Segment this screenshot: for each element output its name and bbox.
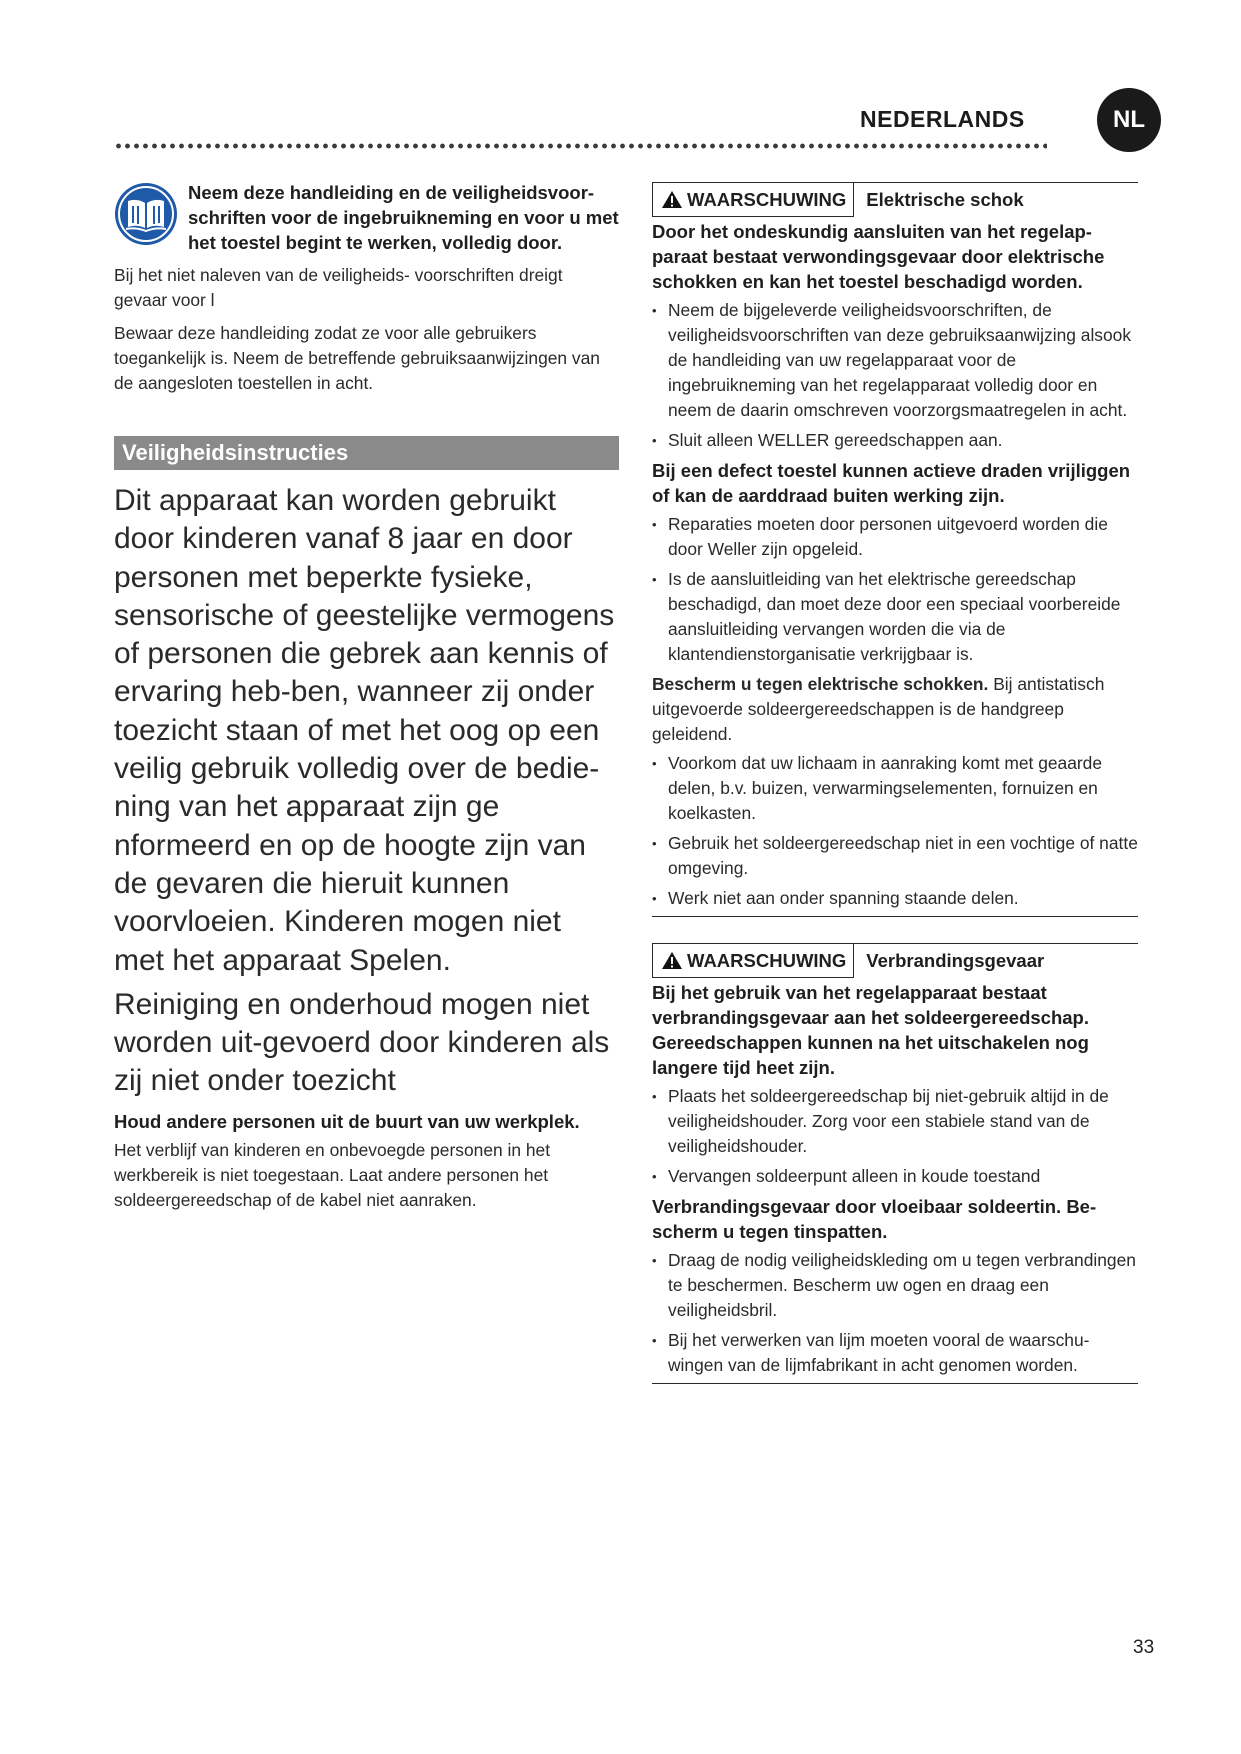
intro-paragraph-1: Bij het niet naleven van de veiligheids- voorschriften dreigt gevaar voor l <box>114 265 563 310</box>
list-item: • Sluit alleen WELLER gereedschappen aan. <box>652 428 1138 453</box>
bullet-list <box>652 298 1138 453</box>
warning-bold-text: Verbrandingsgevaar door vloeibaar soldeertin. Be-scherm u tegen tinspatten. <box>652 1196 1097 1242</box>
protect-rest: Bij antistatisch uitgevoerde soldeergereedschappen is de handgreep geleidend. <box>652 674 1105 744</box>
warning-triangle-icon <box>661 951 683 970</box>
book-icon <box>114 182 178 246</box>
language-badge: NL <box>1097 88 1161 152</box>
bullet-list <box>652 751 1138 911</box>
list-item: • Vervangen soldeerpunt alleen in koude toestand <box>652 1164 1138 1189</box>
list-item: • Neem de bijgeleverde veiligheidsvoorschriften, de veiligheidsvoorschriften van deze gebruiksaanwijzing alsook de handleiding van uw regelapparaat voor de ingebruikneming van het regelapparaat volledig door en neem de daarin omschreven voorzorgsmaatregelen in acht. <box>652 298 1138 423</box>
intro-bold-text: Neem deze handleiding en de veiligheidsvoor-schriften voor de ingebruikneming en voor u met het toestel begint te werken, volledig door. <box>188 182 619 253</box>
list-item: • Draag de nodig veiligheidskleding om u tegen verbrandingen te beschermen. Bescherm uw ogen en draag een veiligheidsbril. <box>652 1248 1138 1323</box>
workplace-heading: Houd andere personen uit de buurt van uw werkplek. <box>114 1110 580 1132</box>
warning-triangle-icon <box>661 190 683 209</box>
warning-bold-text: Bij het gebruik van het regelapparaat bestaat verbrandingsgevaar aan het soldeergereedschap. Gereedschappen kunnen na het uitschakelen nog langere tijd heet zijn. <box>652 982 1089 1078</box>
list-item: • Voorkom dat uw lichaam in aanraking komt met geaarde delen, b.v. buizen, verwarmingselementen, fornuizen en koelkasten. <box>652 751 1138 826</box>
warning-divider <box>652 916 1138 917</box>
left-column <box>114 180 619 1213</box>
warning-bold-text: Door het ondeskundig aansluiten van het regelap-paraat bestaat verwondingsgevaar door elektrische schokken en kan het toestel beschadigd worden. <box>652 221 1105 292</box>
section-heading-safety: Veiligheidsinstructies <box>114 436 619 470</box>
bullet-list <box>652 1248 1138 1378</box>
safety-large-text-1: Dit apparaat kan worden gebruikt door kinderen vanaf 8 jaar en door personen met beperkte fysieke, sensorische of geestelijke vermogens of personen die gebrek aan kennis of ervaring heb-ben, wanneer zij onder toezicht staan of met het oog op een veilig gebruik volledig over de bedie-ning van het apparaat zijn ge nformeerd en op de hoogte zijn van de gevaren die hieruit kunnen voorvloeien. Kinderen mogen niet met het apparaat Spelen. <box>114 484 615 977</box>
right-column <box>652 182 1138 1384</box>
list-item: • Is de aansluitleiding van het elektrische gereedschap beschadigd, dan moet deze door een speciaal voorbereide aansluitleiding vervangen worden die via de klantendienstorganisatie verkrijgbaar is. <box>652 567 1138 667</box>
warning-label <box>652 944 854 978</box>
warning-label-text: WAARSCHUWING <box>687 949 847 971</box>
page-title: NEDERLANDS <box>860 106 1025 132</box>
list-item: • Gebruik het soldeergereedschap niet in een vochtige of natte omgeving. <box>652 831 1138 881</box>
warning-label-text: WAARSCHUWING <box>687 188 847 210</box>
protect-bold: Bescherm u tegen elektrische schokken. <box>652 674 989 694</box>
list-item: • Werk niet aan onder spanning staande delen. <box>652 886 1138 911</box>
warning-block-burn <box>652 943 1138 1384</box>
dotted-divider <box>114 143 1047 149</box>
protect-paragraph <box>652 672 1138 747</box>
warning-block-electric <box>652 182 1138 917</box>
list-item: • Plaats het soldeergereedschap bij niet-gebruik altijd in de veiligheidshouder. Zorg voor een stabiele stand van de veiligheidshouder. <box>652 1084 1138 1159</box>
warning-topic: Elektrische schok <box>866 189 1024 210</box>
warning-header <box>652 943 1138 978</box>
warning-bold-text: Bij een defect toestel kunnen actieve draden vrijliggen of kan de aarddraad buiten werking zijn. <box>652 460 1131 506</box>
safety-large-text-2: Reiniging en onderhoud mogen niet worden uit-gevoerd door kinderen als zij niet onder toezicht <box>114 987 610 1098</box>
bullet-list <box>652 512 1138 667</box>
intro-block <box>114 180 619 255</box>
warning-label <box>652 183 854 217</box>
list-item: • Bij het verwerken van lijm moeten vooral de waarschu-wingen van de lijmfabrikant in acht genomen worden. <box>652 1328 1138 1378</box>
intro-paragraph-2: Bewaar deze handleiding zodat ze voor alle gebruikers toegankelijk is. Neem de betreffende gebruiksaanwijzingen van de aangesloten toestellen in acht. <box>114 323 600 393</box>
list-item: • Reparaties moeten door personen uitgevoerd worden die door Weller zijn opgeleid. <box>652 512 1138 562</box>
warning-header <box>652 182 1138 217</box>
warning-topic: Verbrandingsgevaar <box>866 950 1045 971</box>
workplace-paragraph: Het verblijf van kinderen en onbevoegde personen in het werkbereik is niet toegestaan. Laat andere personen het soldeergereedschap of de kabel niet aanraken. <box>114 1139 551 1210</box>
page-number: 33 <box>1133 1637 1155 1658</box>
warning-divider <box>652 1383 1138 1384</box>
bullet-list <box>652 1084 1138 1189</box>
